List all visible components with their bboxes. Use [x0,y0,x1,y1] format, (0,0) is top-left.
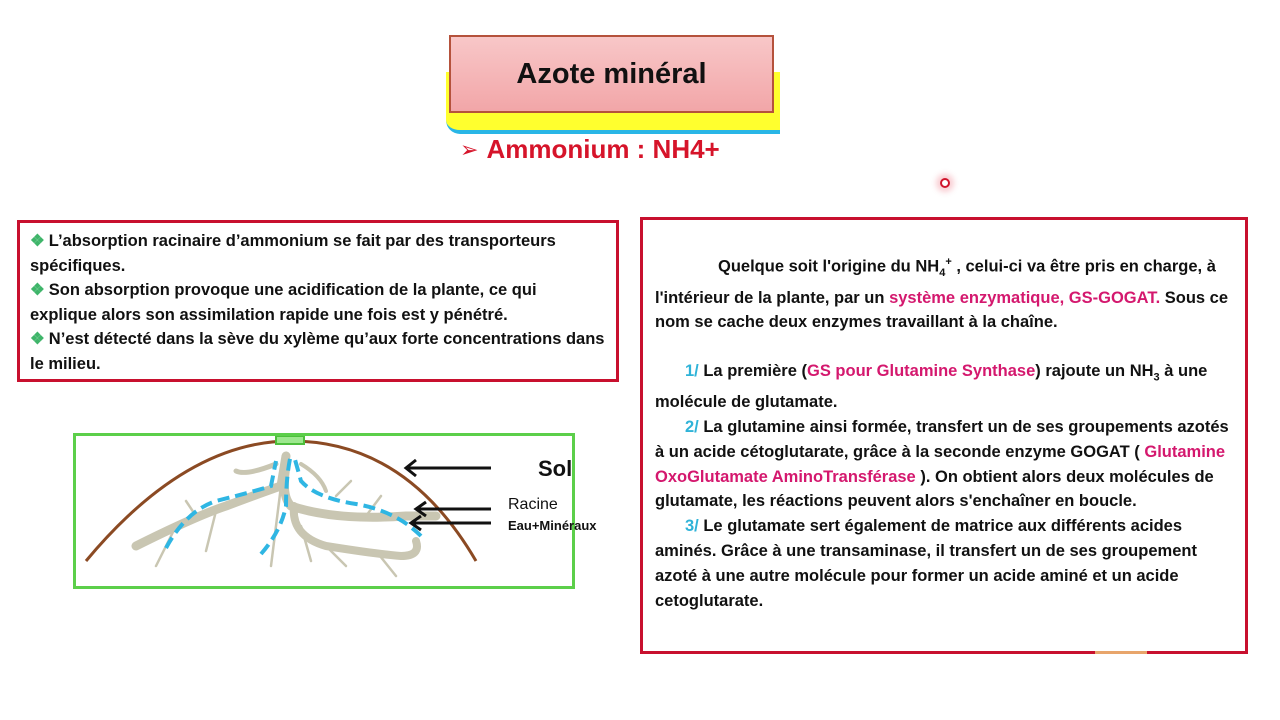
subtitle [460,134,720,165]
text: Quelque soit l'origine du NH [718,257,940,276]
text: , celui-ci va être pris en charge, à l'intérieur de la plante, par un [655,257,1216,307]
highlight-text: Glutamine OxoGlutamate AminoTransférase [655,442,1226,486]
bullet-item [30,229,606,278]
subscript: 3 [1153,371,1160,384]
border-accent [1095,651,1147,654]
gs-gogat-explanation-box [640,217,1248,654]
diamond-bullet-icon: ❖ [30,232,45,250]
step-number: 3/ [685,517,699,536]
title-banner [446,32,780,130]
root-label: Racine [508,496,558,513]
text: à une molécule de glutamate. [655,362,1208,412]
root-absorption-diagram [73,433,597,589]
water-minerals-label: Eau+Minéraux [508,518,597,533]
step-number: 1/ [685,362,699,381]
text: ). On obtient alors deux molécules de glutamate, les réactions peuvent alors s'enchaîner en boucle. [655,467,1214,511]
soil-label: Sol [538,456,573,481]
superscript: + [945,256,952,268]
arrow-bullet-icon: ➢ [460,136,479,162]
bullet-text: N’est détecté dans la sève du xylème qu’aux forte concentrations dans le milieu. [30,330,605,373]
highlight-text: système enzymatique, GS-GOGAT. [889,288,1161,307]
diamond-bullet-icon: ❖ [30,330,45,348]
subscript: 4 [939,266,946,279]
text: La glutamine ainsi formée, transfert un de ses groupements azotés à un acide cétoglutarate, grâce à la seconde enzyme GOGAT ( [655,418,1229,461]
step-1-paragraph [655,359,1235,415]
title-box [449,35,774,113]
absorption-notes-box [17,220,619,382]
step-2-paragraph [655,415,1235,514]
step-3-paragraph [655,514,1235,613]
subtitle-text: Ammonium : NH4+ [486,134,720,164]
diamond-bullet-icon: ❖ [30,281,45,299]
text: Sous ce nom se cache deux enzymes travaillant à la chaîne. [655,288,1229,332]
highlight-text: GS pour Glutamine Synthase [806,362,1036,381]
text: Le glutamate sert également de matrice aux différents acides aminés. Grâce à une transaminase, il transfert un de ses groupement azoté à une autre molécule pour former un acide aminé et un acide cetoglutarate. [655,517,1197,610]
text: La première ( [698,362,807,381]
bullet-text: Son absorption provoque une acidification de la plante, ce qui explique alors son assimilation rapide une fois est y pénétré. [30,281,537,324]
bullet-item [30,278,606,327]
laser-pointer-icon [940,178,950,188]
intro-paragraph [655,250,1235,335]
root-diagram-illustration [76,436,572,586]
page-title: Azote minéral [516,57,707,90]
text: ) rajoute un NH [1035,362,1154,381]
step-number: 2/ [685,418,699,437]
bullet-item [30,327,606,376]
bullet-text: L’absorption racinaire d’ammonium se fait par des transporteurs spécifiques. [30,232,556,275]
